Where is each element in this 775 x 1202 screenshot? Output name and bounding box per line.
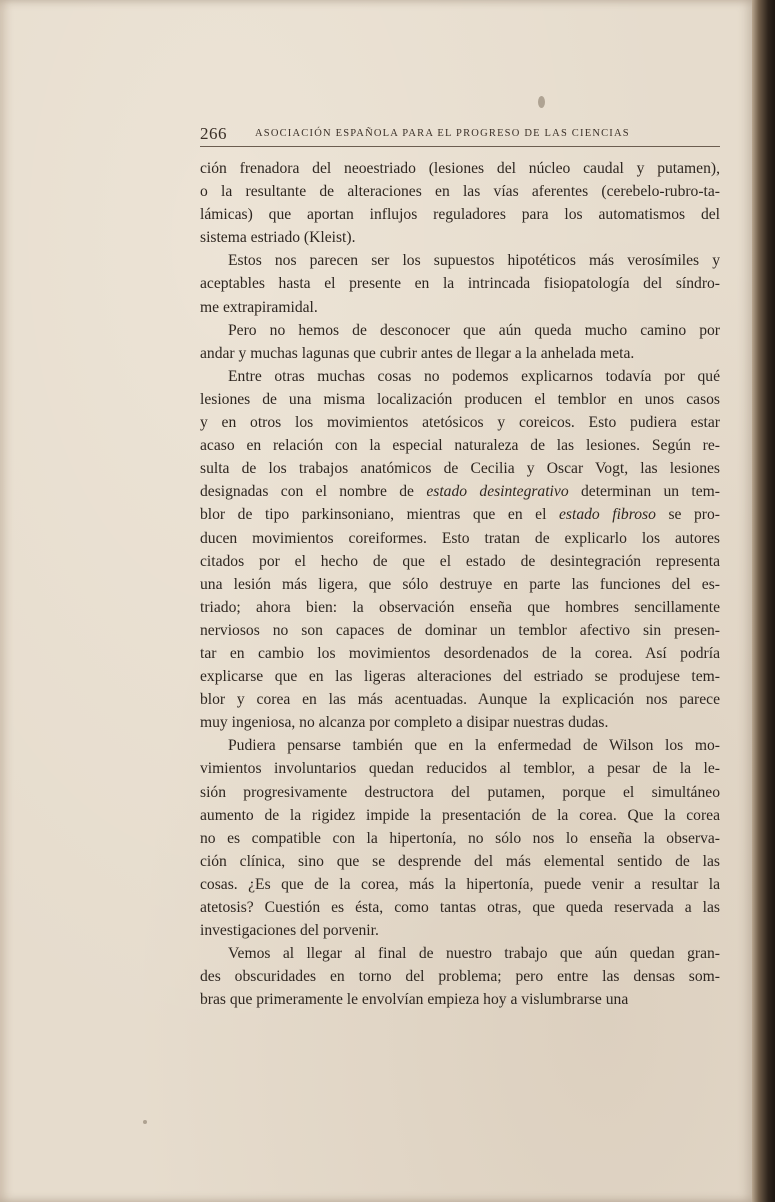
text-line: blor de tipo parkinsoniano, mientras que en el estado fibroso se pro- xyxy=(200,506,720,524)
ink-speck xyxy=(538,96,545,108)
text-line: y en otros los movimientos atetósicos y coreicos. Esto pudiera estar xyxy=(200,414,720,432)
paragraph xyxy=(200,365,720,735)
text-line: sión progresivamente destructora del putamen, porque el simultáneo xyxy=(200,783,720,801)
paragraph xyxy=(200,319,720,365)
text-line: explicarse que en las ligeras alteraciones del estriado se produjese tem- xyxy=(200,668,720,686)
text-line: investigaciones del porvenir. xyxy=(200,922,379,940)
text-line: no es compatible con la hipertonía, no sólo nos lo enseña la observa- xyxy=(200,829,720,847)
text-line: Pero no hemos de desconocer que aún queda mucho camino por xyxy=(228,321,720,339)
text-line: des obscuridades en torno del problema; pero entre las densas som- xyxy=(200,968,720,986)
paragraph xyxy=(200,157,720,249)
text-line: bras que primeramente le envolvían empieza hoy a vislumbrarse una xyxy=(200,991,629,1009)
text-line: una lesión más ligera, que sólo destruye en parte las funciones del es- xyxy=(200,575,720,593)
running-title: ASOCIACIÓN ESPAÑOLA PARA EL PROGRESO DE LAS CIENCIAS xyxy=(255,128,630,139)
text-line: aumento de la rigidez impide la presentación de la corea. Que la corea xyxy=(200,806,720,824)
text-line: cosas. ¿Es que de la corea, más la hipertonía, puede venir a resultar la xyxy=(200,875,720,893)
page-number: 266 xyxy=(200,124,227,143)
text-line: nerviosos no son capaces de dominar un temblor afectivo sin presen- xyxy=(200,621,720,639)
text-line: sistema estriado (Kleist). xyxy=(200,229,356,247)
running-head xyxy=(200,124,720,147)
text-line: me extrapiramidal. xyxy=(200,298,318,316)
paragraph xyxy=(200,249,720,318)
text-line: atetosis? Cuestión es ésta, como tantas otras, que queda reservada a las xyxy=(200,899,720,916)
paragraph xyxy=(200,942,720,1011)
text-line: triado; ahora bien: la observación enseña que hombres sencillamente xyxy=(200,598,720,616)
text-line: blor y corea en las más acentuadas. Aunque la explicación nos parece xyxy=(200,691,720,709)
text-line: Estos nos parecen ser los supuestos hipotéticos más verosímiles y xyxy=(228,252,720,270)
paragraph xyxy=(200,734,720,942)
text-line: o la resultante de alteraciones en las vías aferentes (cerebelo-rubro-ta- xyxy=(200,183,720,201)
text-line: Pudiera pensarse también que en la enfermedad de Wilson los mo- xyxy=(228,737,720,755)
text-line: vimientos involuntarios quedan reducidos al temblor, a pesar de la le- xyxy=(200,760,720,778)
text-line: ción clínica, sino que se desprende del más elemental sentido de las xyxy=(200,852,720,870)
text-line: designadas con el nombre de estado desintegrativo determinan un tem- xyxy=(200,483,721,501)
text-line: andar y muchas lagunas que cubrir antes de llegar a la anhelada meta. xyxy=(200,344,635,362)
ink-speck xyxy=(143,1120,147,1124)
text-line: Vemos al llegar al final de nuestro trabajo que aún quedan gran- xyxy=(228,945,720,963)
text-line: muy ingeniosa, no alcanza por completo a disipar nuestras dudas. xyxy=(200,714,609,732)
body-text xyxy=(200,157,720,1011)
text-line: sulta de los trabajos anatómicos de Cecilia y Oscar Vogt, las lesiones xyxy=(200,460,720,478)
page-edge xyxy=(752,0,775,1202)
text-line: acaso en relación con la especial naturaleza de las lesiones. Según re- xyxy=(200,437,720,455)
text-line: citados por el hecho de que el estado de desintegración representa xyxy=(200,552,720,570)
text-line: ción frenadora del neoestriado (lesiones del núcleo caudal y putamen), xyxy=(200,160,720,177)
text-line: lesiones de una misma localización producen el temblor en unos casos xyxy=(200,390,720,408)
text-line: ducen movimientos coreiformes. Esto tratan de explicarlo los autores xyxy=(200,529,720,547)
text-line: Entre otras muchas cosas no podemos explicarnos todavía por qué xyxy=(228,367,720,385)
text-line: tar en cambio los movimientos desordenados de la corea. Así podría xyxy=(200,644,720,662)
text-line: lámicas) que aportan influjos reguladores para los automatismos del xyxy=(200,206,720,224)
text-line: aceptables hasta el presente en la intrincada fisiopatología del síndro- xyxy=(200,275,720,293)
